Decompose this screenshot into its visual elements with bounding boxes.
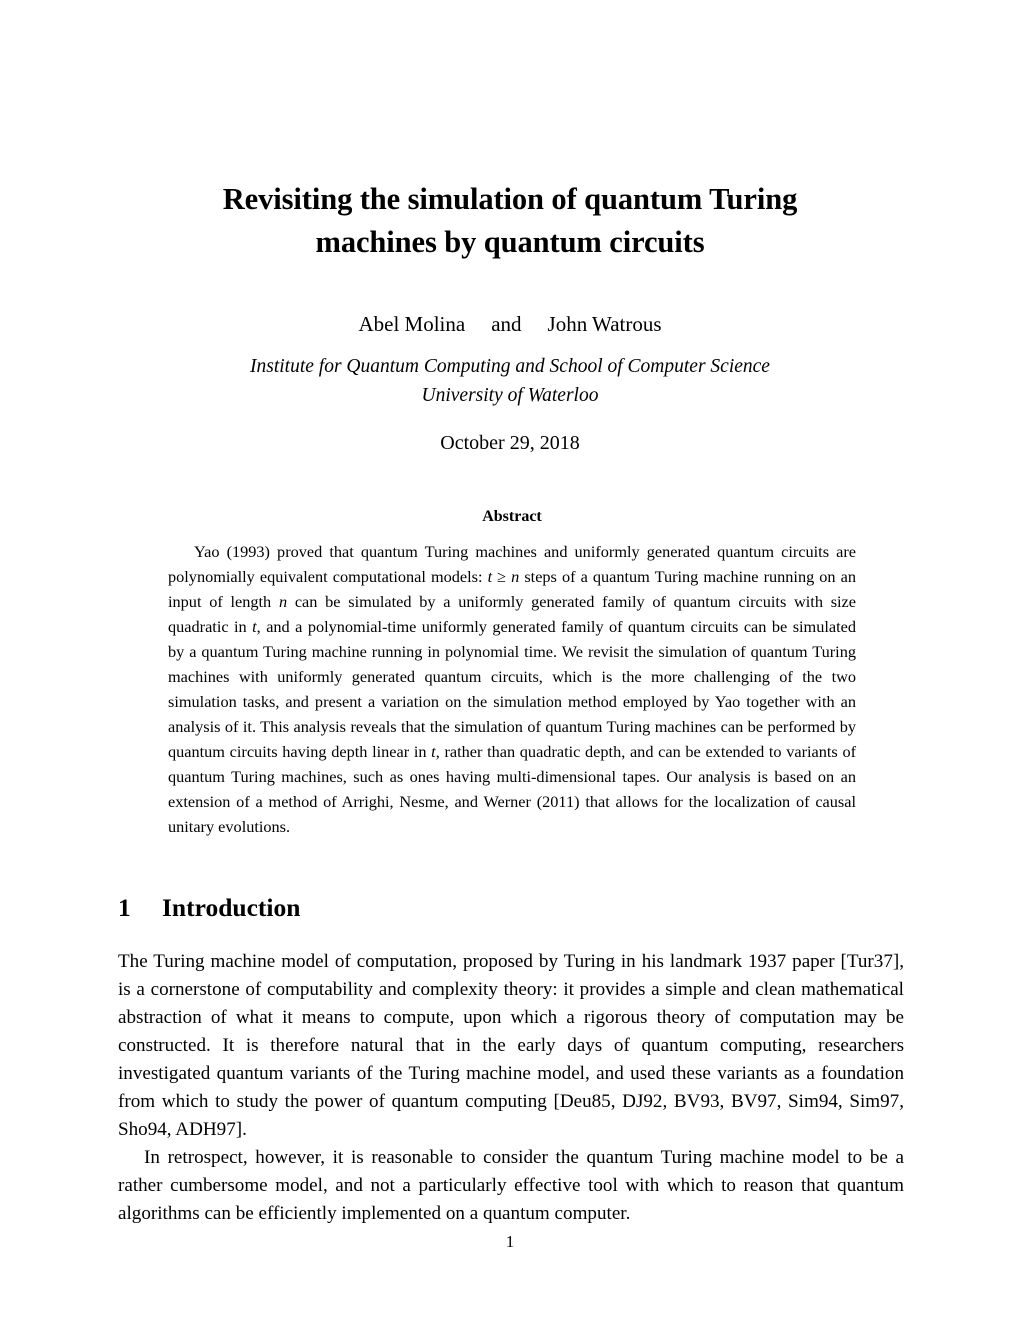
introduction-body <box>118 948 904 1228</box>
paper-title-line-1: Revisiting the simulation of quantum Turing <box>222 182 798 216</box>
abstract-section <box>168 508 856 839</box>
paper-title-line-2: machines by quantum circuits <box>315 225 705 260</box>
publication-date: October 29, 2018 <box>440 432 580 454</box>
section-title: Introduction <box>162 893 301 922</box>
author-name-1: Abel Molina <box>358 312 466 336</box>
abstract-heading: Abstract <box>482 508 542 525</box>
introduction-paragraph-1: The Turing machine model of computation, proposed by Turing in his landmark 1937 paper [Tur37], is a cornerstone of computability and complexity theory: it provides a simple and clean mathematical abstraction of what it means to compute, upon which a rigorous theory of computation may be constructed. It is therefore natural that in the early days of quantum computing, researchers investigated quantum variants of the Turing machine model, and used these variants as a foundation from which to study the power of quantum computing [Deu85, DJ92, BV93, BV97, Sim94, Sim97, Sho94, ADH97]. <box>118 951 904 1140</box>
author-conjunction: and <box>491 312 522 336</box>
author-affiliation <box>118 352 902 411</box>
author-name-2: John Watrous <box>547 312 662 336</box>
abstract-body: Yao (1993) proved that quantum Turing machines and uniformly generated quantum circuits are polynomially equivalent computational models: t ≥ n steps of a quantum Turing machine running on an input of length n can be simulated by a uniformly generated family of quantum circuits with size quadratic in t, and a polynomial-time uniformly generated family of quantum circuits can be simulated by a quantum Turing machine running in polynomial time. We revisit the simulation of quantum Turing machines with uniformly generated quantum circuits, which is the more challenging of the two simulation tasks, and present a variation on the simulation method employed by Yao together with an analysis of it. This analysis reveals that the simulation of quantum Turing machines can be performed by quantum circuits having depth linear in t, rather than quadratic depth, and can be extended to variants of quantum Turing machines, such as ones having multi-dimensional tapes. Our analysis is based on an extension of a method of Arrighi, Nesme, and Werner (2011) that allows for the localization of causal unitary evolutions. <box>168 542 857 837</box>
page-number-footer: 1 <box>505 1232 515 1251</box>
section-number: 1 <box>118 893 131 922</box>
paper-title-block <box>118 178 902 265</box>
author-list <box>118 312 902 337</box>
affiliation-line-2: University of Waterloo <box>421 385 599 407</box>
introduction-paragraph-2: In retrospect, however, it is reasonable to consider the quantum Turing machine model to be a rather cumbersome model, and not a particularly effective tool with which to reason that quantum algorithms can be efficiently implemented on a quantum computer. <box>118 1146 904 1224</box>
section-heading-introduction <box>118 893 902 923</box>
page-title <box>118 178 902 265</box>
affiliation-line-1: Institute for Quantum Computing and School of Computer Science <box>250 356 770 377</box>
